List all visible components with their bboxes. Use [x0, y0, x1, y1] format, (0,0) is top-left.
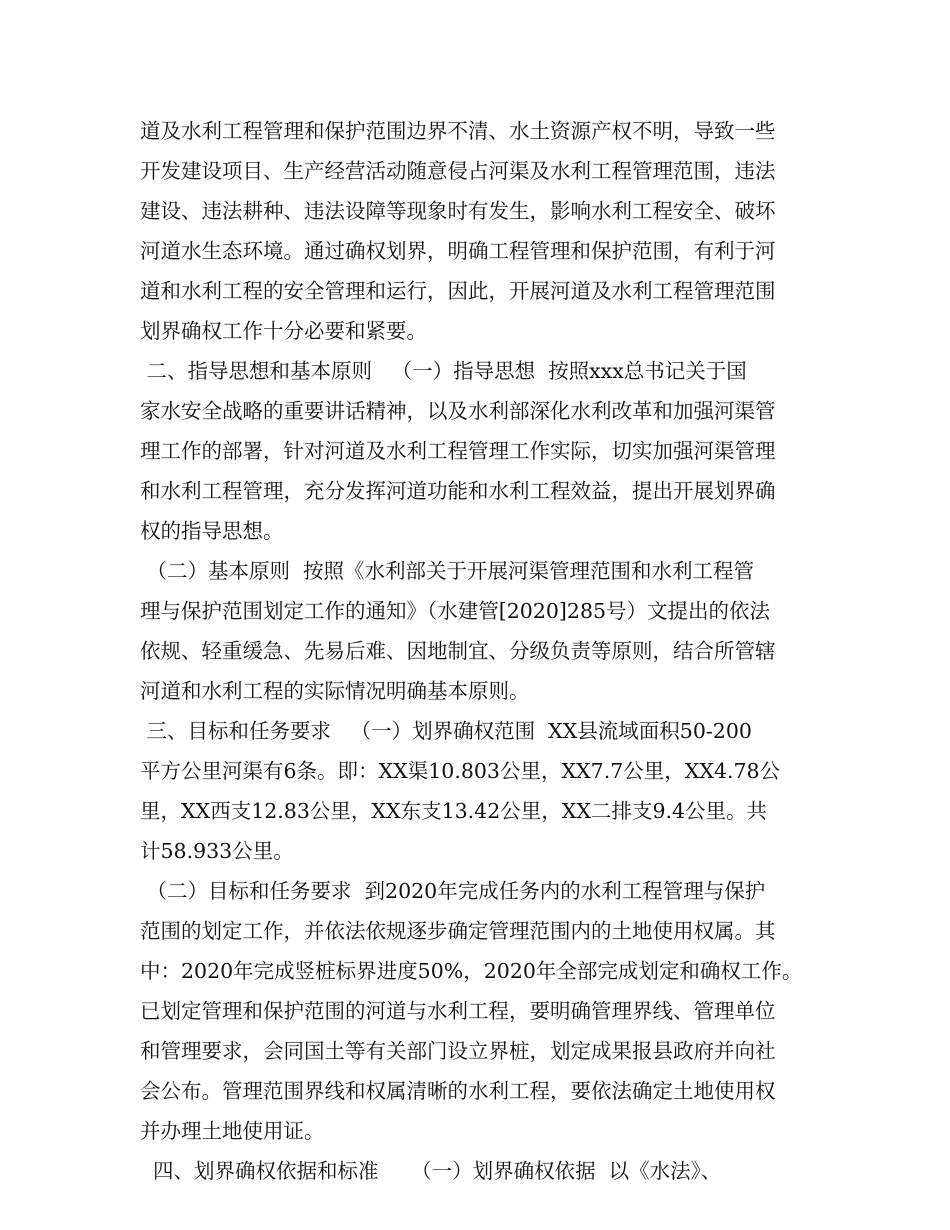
- text-line: 家水安全战略的重要讲话精神，以及水利部深化水利改革和加强河渠管: [140, 399, 776, 423]
- text-line: 划界确权工作十分必要和紧要。: [140, 319, 427, 343]
- text-line: 里，XX西支12.83公里，XX东支13.42公里，XX二排支9.4公里。共: [140, 799, 768, 823]
- text-line: 道和水利工程的安全管理和运行，因此，开展河道及水利工程管理范围: [140, 279, 776, 303]
- text-line: 建设、违法耕种、违法设障等现象时有发生，影响水利工程安全、破坏: [140, 199, 776, 223]
- text-line: 已划定管理和保护范围的河道与水利工程，要明确管理界线、管理单位: [140, 999, 776, 1023]
- text-line: 依规、轻重缓急、先易后难、因地制宜、分级负责等原则，结合所管辖: [140, 639, 776, 663]
- text-line: 理与保护范围划定工作的通知》（水建管[2020]285号）文提出的依法: [140, 599, 771, 623]
- text-line: 权的指导思想。: [140, 519, 284, 543]
- text-line: 计58.933公里。: [140, 839, 294, 863]
- text-line: 开发建设项目、生产经营活动随意侵占河渠及水利工程管理范围，违法: [140, 159, 776, 183]
- text-line: 道及水利工程管理和保护范围边界不清、水土资源产权不明，导致一些: [140, 119, 776, 143]
- section-heading-line: 二、指导思想和基本原则 （一）指导思想 按照xxx总书记关于国: [140, 359, 747, 383]
- text-line: 和水利工程管理，充分发挥河道功能和水利工程效益，提出开展划界确: [140, 479, 776, 503]
- text-line: 和管理要求，会同国土等有关部门设立界桩，划定成果报县政府并向社: [140, 1039, 776, 1063]
- section-heading-line: 四、划界确权依据和标准 （一）划界确权依据 以《水法》、: [140, 1159, 722, 1183]
- text-line: 会公布。管理范围界线和权属清晰的水利工程，要依法确定土地使用权: [140, 1079, 776, 1103]
- section-heading-line: 三、目标和任务要求 （一）划界确权范围 XX县流域面积50-200: [140, 719, 752, 743]
- text-line: 理工作的部署，针对河道及水利工程管理工作实际，切实加强河渠管理: [140, 439, 776, 463]
- text-line: 范围的划定工作，并依法依规逐步确定管理范围内的土地使用权属。其: [140, 919, 776, 943]
- text-line: 河道和水利工程的实际情况明确基本原则。: [140, 679, 530, 703]
- text-line: （二）基本原则 按照《水利部关于开展河渠管理范围和水利工程管: [140, 559, 755, 583]
- text-line: 河道水生态环境。通过确权划界，明确工程管理和保护范围，有利于河: [140, 239, 776, 263]
- text-line: （二）目标和任务要求 到2020年完成任务内的水利工程管理与保护: [140, 879, 766, 903]
- text-line: 中：2020年完成竖桩标界进度50%，2020年全部完成划定和确权工作。: [140, 959, 803, 983]
- text-line: 并办理土地使用证。: [140, 1119, 325, 1143]
- text-line: 平方公里河渠有6条。即：XX渠10.803公里，XX7.7公里，XX4.78公: [140, 759, 781, 783]
